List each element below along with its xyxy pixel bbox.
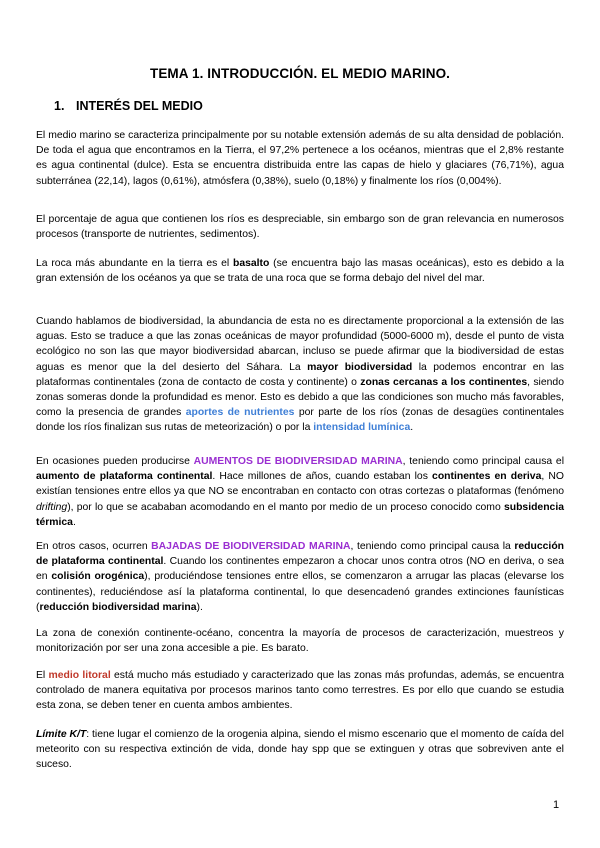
paragraph-water-distribution: El medio marino se caracteriza principalmente por su notable extensión además de su alta densidad de población. De toda el agua que encontramos en la Tierra, el 97,2% pertenece a los océanos, mientras que el 2,8% restante es agua continental (dulce). Esta se encuentra distribuida entre las capas de hielo y glaciares (76,71%), agua subterránea (22,14), lagos (0,61%), atmósfera (0,38%), suelo (0,18%) y finalmente los ríos (0,004%).	[36, 130, 564, 187]
text-run: ), por lo que se acababan acomodando en el manto por medio de un proceso conocido como	[67, 501, 504, 513]
text-run: , NO existían tensiones entre ellos ya que NO se encontraban en contacto con otras cortezas o plataformas (fenómeno	[36, 471, 564, 498]
text-run: . Hace millones de años, cuando estaban los	[212, 471, 433, 483]
bold-term-aumento-plataforma: aumento de plataforma continental	[36, 471, 213, 483]
highlight-intensidad-luminica: intensidad lumínica	[313, 422, 411, 434]
text-run: , teniendo como principal causa el	[402, 456, 565, 467]
text-run: En otros casos, ocurren	[36, 541, 152, 552]
text-run: El	[36, 670, 49, 681]
bold-term-mayor-biodiversidad: mayor biodiversidad	[307, 361, 413, 373]
highlight-aportes-nutrientes: aportes de nutrientes	[185, 407, 295, 419]
paragraph-conexion: La zona de conexión continente-océano, concentra la mayoría de procesos de caracterización, muestreos y monitorización por ser una zona accesible a pie. Es barato.	[36, 628, 564, 655]
section-heading-text: INTERÉS DEL MEDIO	[76, 99, 203, 113]
text-run: .	[72, 516, 76, 528]
paragraph-rivers: El porcentaje de agua que contienen los ríos es despreciable, sin embargo son de gran relevancia en numerosos procesos (transporte de nutrientes, sedimentos).	[36, 214, 564, 241]
paragraph-limite-kt	[36, 727, 564, 773]
bold-term-continentes-deriva: continentes en deriva	[432, 471, 542, 483]
text-run: En ocasiones pueden producirse	[36, 456, 194, 467]
paragraph-aumentos	[36, 454, 564, 530]
text-run: ).	[196, 601, 203, 613]
section-heading	[54, 99, 203, 113]
paragraph-medio-litoral	[36, 668, 564, 714]
text-run: , teniendo como principal causa la	[350, 541, 515, 552]
page-title: TEMA 1. INTRODUCCIÓN. EL MEDIO MARINO.	[149, 66, 451, 81]
text-run: (se encuentra bajo las masas oceánicas), esto es debido a la gran extensión de los océanos ya que se trata de una roca que se forma debajo del nivel del mar.	[36, 258, 564, 285]
text-run: , siendo zonas someras donde la profundidad es menor. Esto es debido a que las condiciones son mucho más favorables, como la presencia de grandes	[36, 376, 564, 419]
paragraph-biodiversity	[36, 314, 564, 436]
bold-term-basalto: basalto	[232, 258, 270, 269]
highlight-bajadas-biodiversidad: BAJADAS DE BIODIVERSIDAD MARINA	[151, 541, 351, 552]
bold-term-subsidencia-termica: subsidencia térmica	[36, 501, 564, 528]
bold-term-colision-orogenica: colisión orogénica	[51, 571, 145, 583]
page-number: 1	[553, 799, 560, 811]
text-run: .	[410, 422, 414, 434]
text-run: La roca más abundante en la tierra es el	[36, 258, 233, 269]
section-number: 1.	[54, 99, 65, 113]
text-run: : tiene lugar el comienzo de la orogenia alpina, siendo el mismo escenario que el momento de caída del meteorito con su respectiva extinción de vida, donde hay spp que se extinguen y otras que sobreviven ante el suceso.	[36, 729, 564, 771]
text-run: está mucho más estudiado y caracterizado que las zonas más profundas, además, se encuentra controlado de manera equitativa por procesos marinos tanto como terrestres. Es por ello que cuando se estudia esta zona, se deben tener en cuenta ambos ambientes.	[36, 670, 564, 712]
text-run: . Cuando los continentes empezaron a chocar unos contra otros (NO en deriva, o sea en	[36, 556, 564, 583]
paragraph-basalt	[36, 256, 564, 286]
bold-term-zonas-cercanas: zonas cercanas a los continentes	[360, 376, 528, 388]
highlight-medio-litoral: medio litoral	[48, 670, 111, 681]
highlight-aumentos-biodiversidad: AUMENTOS DE BIODIVERSIDAD MARINA	[193, 456, 403, 467]
text-run: la podemos encontrar en las plataformas continentales (zona de contacto de costa y continente) o	[36, 361, 564, 388]
paragraph-bajadas	[36, 539, 564, 615]
italic-term-drifting: drifting	[36, 501, 68, 513]
bold-italic-term-limite-kt: Límite K/T	[36, 729, 87, 740]
bold-term-reduccion-biodiversidad: reducción biodiversidad marina	[39, 601, 197, 613]
text-run: por parte de los ríos (zonas de desagües continentales donde los ríos finalizan sus rutas de meteorización) o por la	[36, 407, 564, 434]
bold-term-reduccion-plataforma: reducción de plataforma continental	[36, 541, 565, 568]
text-run: ), produciéndose tensiones entre ellos, se comenzaron a arrugar las placas (elevarse los continentes), reduciéndose así la plataforma continental, lo que desencadenó grandes extinciones faunísticas (	[36, 571, 564, 613]
text-run: Cuando hablamos de biodiversidad, la abundancia de esta no es directamente proporcional a la extensión de las aguas. Esto se traduce a que las zonas oceánicas de mayor profundidad (5000-6000 m), desde el punto de vista ecológico no son las que mayor biodiversidad abarcan, incluso se puede afirmar que la biodiversidad de estas aguas es menor que la del desierto del Sáhara. La	[36, 316, 564, 373]
